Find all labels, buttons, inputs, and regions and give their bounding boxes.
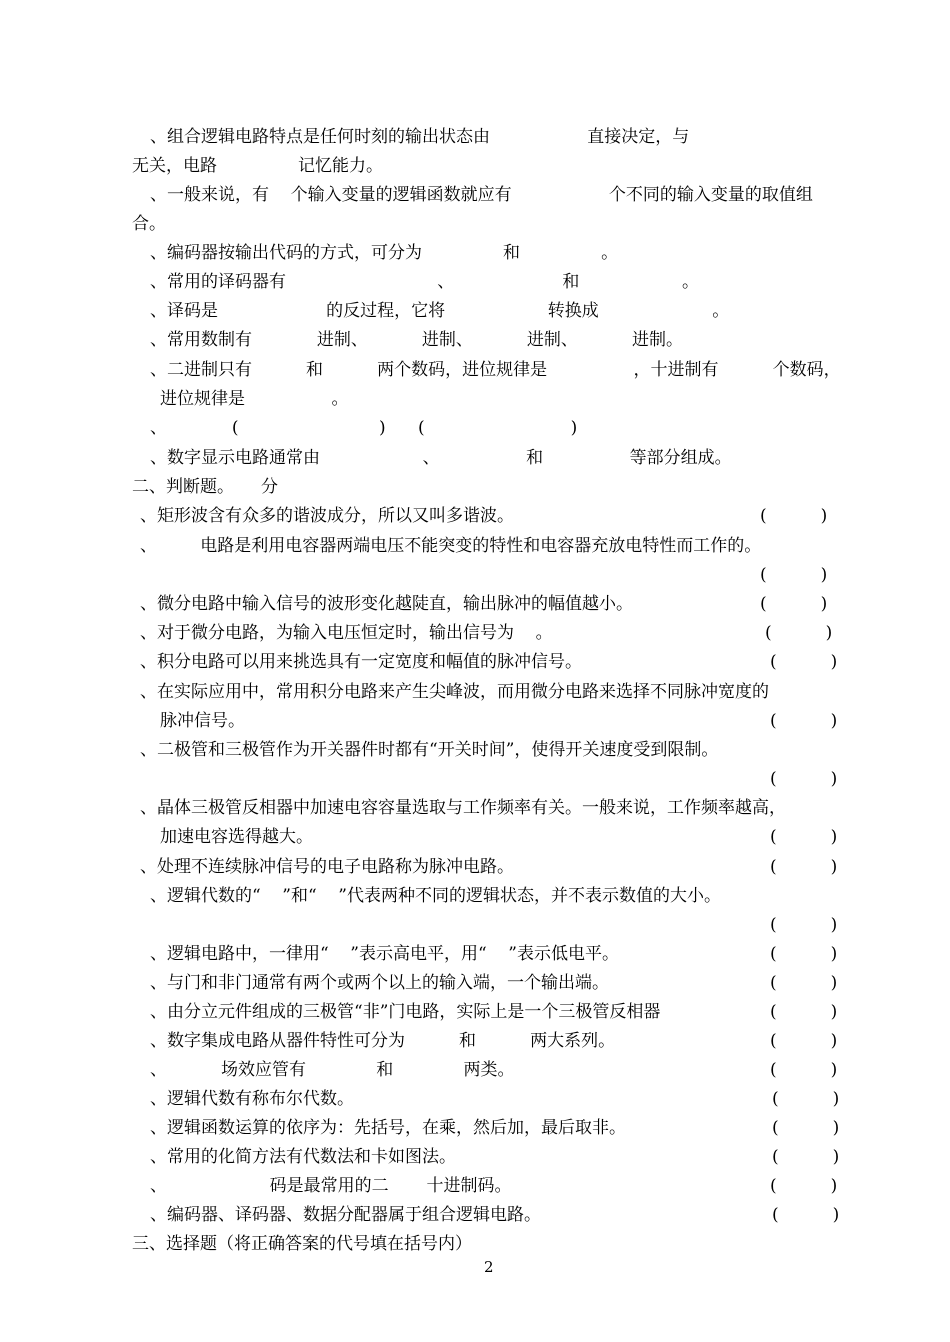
fill-item-2-line-1: 、一般来说，有 个输入变量的逻辑函数就应有 个不同的输入变量的取值组 — [150, 185, 813, 205]
judge-item-8-bracket: ( ) — [770, 827, 838, 847]
judge-item-2: 、 电路是利用电容器两端电压不能突变的特性和电容器充放电特性而工作的。 — [140, 536, 762, 556]
judge-item-1: 、矩形波含有众多的谐波成分，所以又叫多谐波。 — [140, 506, 514, 526]
fill-item-9: 、数字显示电路通常由 、 和 等部分组成。 — [150, 448, 732, 468]
judge-item-4: 、对于微分电路，为输入电压恒定时，输出信号为 。 — [140, 623, 553, 643]
fill-item-7-line-2: 进位规律是 。 — [160, 389, 349, 409]
judge-item-6-line-1: 、在实际应用中，常用积分电路来产生尖峰波，而用微分电路来选择不同脉冲宽度的 — [140, 682, 769, 702]
judge-item-11: 、逻辑电路中，一律用“ ”表示高电平，用“ ”表示低电平。 — [150, 944, 619, 964]
judge-item-3: 、微分电路中输入信号的波形变化越陡直，输出脉冲的幅值越小。 — [140, 594, 633, 614]
judge-item-18: 、常用的化简方法有代数法和卡如图法。 — [150, 1147, 456, 1167]
judge-item-16-bracket: ( ) — [772, 1089, 840, 1109]
judge-item-13: 、由分立元件组成的三极管“非”门电路，实际上是一个三极管反相器 — [150, 1002, 661, 1022]
judge-item-12: 、与门和非门通常有两个或两个以上的输入端，一个输出端。 — [150, 973, 609, 993]
section-3-heading: 三、选择题（将正确答案的代号填在括号内） — [132, 1234, 472, 1254]
judge-item-11-bracket: ( ) — [770, 944, 838, 964]
fill-item-5: 、译码是 的反过程，它将 转换成 。 — [150, 301, 730, 321]
fill-item-7-line-1: 、二进制只有 和 两个数码，进位规律是 ，十进制有 个数码， — [150, 360, 841, 380]
fill-item-3: 、编码器按输出代码的方式，可分为 和 。 — [150, 243, 619, 263]
judge-item-13-bracket: ( ) — [770, 1002, 838, 1022]
judge-item-5-bracket: ( ) — [770, 652, 838, 672]
judge-item-9-bracket: ( ) — [770, 857, 838, 877]
judge-item-5: 、积分电路可以用来挑选具有一定宽度和幅值的脉冲信号。 — [140, 652, 582, 672]
fill-item-2-line-2: 合。 — [132, 214, 166, 234]
judge-item-20: 、编码器、译码器、数据分配器属于组合逻辑电路。 — [150, 1205, 541, 1225]
page-number: 2 — [484, 1258, 494, 1276]
judge-item-15-bracket: ( ) — [770, 1060, 838, 1080]
judge-item-14-bracket: ( ) — [770, 1031, 838, 1051]
judge-item-20-bracket: ( ) — [772, 1205, 840, 1225]
judge-item-18-bracket: ( ) — [772, 1147, 840, 1167]
fill-item-4: 、常用的译码器有 、 和 。 — [150, 272, 700, 292]
judge-item-14: 、数字集成电路从器件特性可分为 和 两大系列。 — [150, 1031, 616, 1051]
judge-item-17: 、逻辑函数运算的依序为：先括号，在乘，然后加，最后取非。 — [150, 1118, 626, 1138]
judge-item-7: 、二极管和三极管作为开关器件时都有“开关时间”，使得开关速度受到限制。 — [140, 740, 719, 760]
judge-item-9: 、处理不连续脉冲信号的电子电路称为脉冲电路。 — [140, 857, 514, 877]
judge-item-4-bracket: ( ) — [765, 623, 833, 643]
fill-item-1-line-2: 无关，电路 记忆能力。 — [132, 156, 384, 176]
judge-item-6-line-2: 脉冲信号。 — [160, 711, 245, 731]
judge-item-10: 、逻辑代数的“ ”和“ ”代表两种不同的逻辑状态，并不表示数值的大小。 — [150, 886, 721, 906]
fill-item-6: 、常用数制有 进制、 进制、 进制、 进制。 — [150, 330, 683, 350]
judge-item-16: 、逻辑代数有称布尔代数。 — [150, 1089, 354, 1109]
judge-item-3-bracket: ( ) — [760, 594, 828, 614]
judge-item-12-bracket: ( ) — [770, 973, 838, 993]
fill-item-1-line-1: 、组合逻辑电路特点是任何时刻的输出状态由 直接决定，与 — [150, 127, 690, 147]
fill-item-8: 、 ( ) ( ) — [150, 418, 578, 438]
judge-item-2-bracket: ( ) — [760, 565, 828, 585]
judge-item-19-bracket: ( ) — [770, 1176, 838, 1196]
judge-item-19: 、 码是最常用的二 十进制码。 — [150, 1176, 512, 1196]
judge-item-8-line-1: 、晶体三极管反相器中加速电容容量选取与工作频率有关。一般来说，工作频率越高， — [140, 798, 786, 818]
judge-item-8-line-2: 加速电容选得越大。 — [160, 827, 313, 847]
judge-item-6-bracket: ( ) — [770, 711, 838, 731]
judge-item-15: 、 场效应管有 和 两类。 — [150, 1060, 515, 1080]
judge-item-1-bracket: ( ) — [760, 506, 828, 526]
judge-item-10-bracket: ( ) — [770, 915, 838, 935]
judge-item-7-bracket: ( ) — [770, 769, 838, 789]
judge-item-17-bracket: ( ) — [772, 1118, 840, 1138]
section-2-heading: 二、判断题。 分 — [132, 477, 279, 497]
